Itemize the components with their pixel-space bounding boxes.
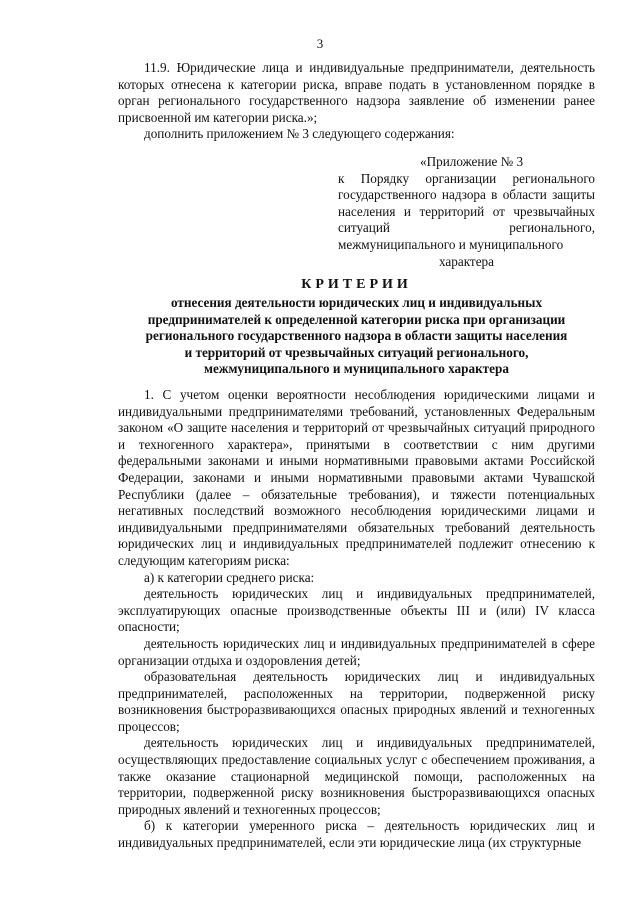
paragraph-1: 1. С учетом оценки вероятности несоблюдения юридическими лицами и индивидуальными предпринимателями требований, установленных Федеральным законом «О защите населения и территорий от чрезвычайных ситуаций природного и техногенного характера», принятыми в соответствии с ним другими федеральными законами и иными нормативными правовыми актами Российской Федерации, законами и иными нормативными правовыми актами Чувашской Республики (далее – обязательные требования), и тяжести потенциальных негативных последствий возможного несоблюдения юридическими лицами и индивидуальными предпринимателями обязательных требований деятельность юридических лиц и индивидуальных предпринимателей подлежит отнесению к следующим категориям риска: [118, 387, 595, 568]
main-section [118, 387, 595, 852]
criteria-subtitle-line: и территорий от чрезвычайных ситуаций регионального, [184, 344, 529, 360]
appendix-body: к Порядку организации регионального государственного надзора в области защиты населения и территорий от чрезвычайных ситуаций регионального, межмуниципального и муниципального [338, 170, 595, 252]
item-a-entry-1: деятельность юридических лиц и индивидуальных предпринимателей, эксплуатирующих опасные производственные объекты III и (или) IV класса опасности; [118, 586, 595, 635]
appendix-title: «Приложение № 3 [420, 154, 524, 169]
criteria-subtitle-line: отнесения деятельности юридических лиц и индивидуальных [170, 295, 543, 310]
item-b: б) к категории умеренного риска – деятельность юридических лиц и индивидуальных предпринимателей, если эти юридические лица (их структурные [118, 818, 595, 851]
criteria-title: КРИТЕРИИ [301, 277, 412, 292]
intro-paragraph-appendix-note: дополнить приложением № 3 следующего содержания: [144, 126, 455, 142]
intro-section [118, 60, 595, 143]
intro-paragraph-11-9: 11.9. Юридические лица и индивидуальные предприниматели, деятельность которых отнесена к категории риска, вправе подать в установленном порядке в орган регионального государственного надзора заявление об изменении ранее присвоенной им категории риска.»; [118, 60, 595, 125]
criteria-subtitle-line: межмуниципального и муниципального характера [204, 361, 509, 377]
item-a-entry-4: деятельность юридических лиц и индивидуальных предпринимателей, осуществляющих предоставление социальных услуг с обеспечением проживания, а также оказание стационарной медицинской помощи, расположенных на территории, подверженной риску возникновения быстроразвивающихся опасных природных явлений и техногенных процессов; [118, 735, 595, 817]
item-a-heading: а) к категории среднего риска: [144, 569, 315, 585]
item-a-entry-2: деятельность юридических лиц и индивидуальных предпринимателей в сфере организации отдыха и оздоровления детей; [118, 635, 595, 668]
criteria-subtitle [118, 295, 595, 378]
criteria-subtitle-line: регионального государственного надзора в области защиты населения [145, 328, 568, 344]
page-number: 3 [316, 36, 324, 51]
appendix-header [338, 154, 595, 270]
criteria-subtitle-line: предпринимателей к определенной категории риска при организации [147, 311, 566, 327]
appendix-last-line: характера [438, 253, 495, 269]
item-a-entry-3: образовательная деятельность юридических лиц и индивидуальных предпринимателей, расположенных на территории, подверженной риску возникновения быстроразвивающихся опасных природных явлений и техногенных процессов; [118, 669, 595, 734]
